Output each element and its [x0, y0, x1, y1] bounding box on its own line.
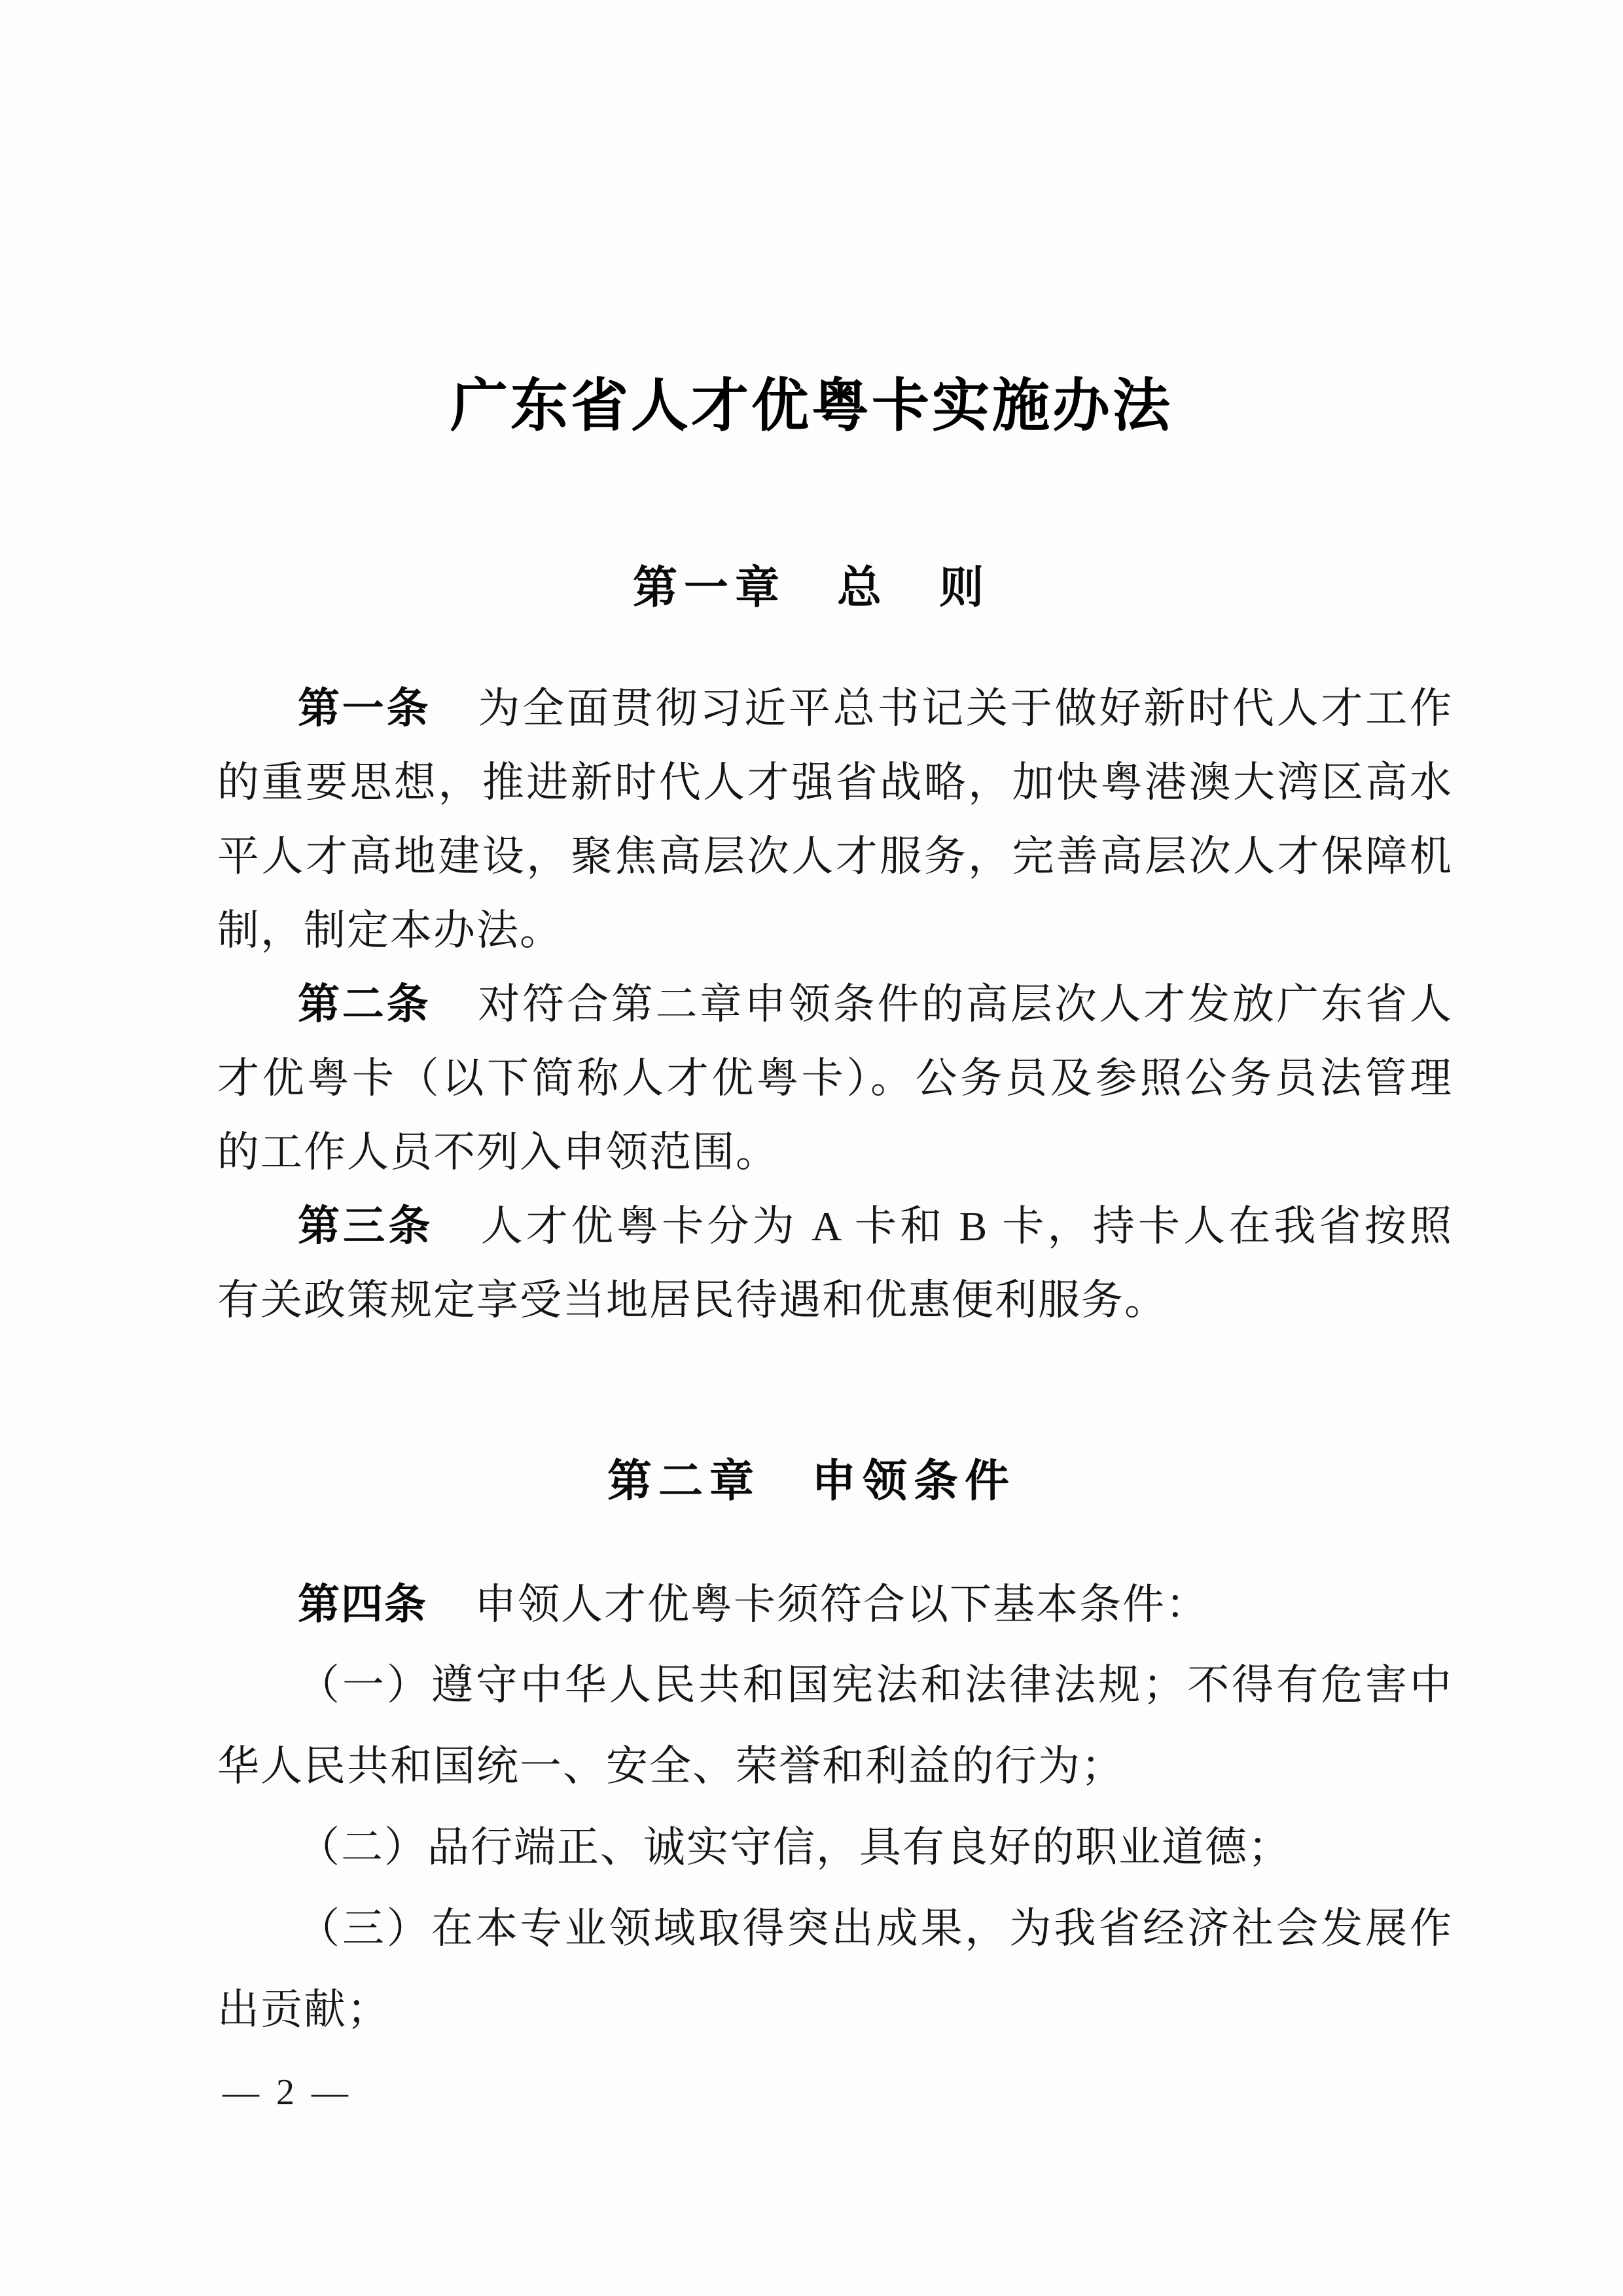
article-2-text-1: 对符合第二章申领条件的高层次人才发放广东省人: [478, 981, 1453, 1028]
condition-item-2-line-1: （二）品行端正、诚实守信，具有良好的职业道德；: [298, 1824, 1291, 1871]
article-1-line-2: 的重要思想，推进新时代人才强省战略，加快粤港澳大湾区高水: [217, 759, 1453, 806]
article-2-line-2: 才优粤卡（以下简称人才优粤卡）。公务员及参照公务员法管理: [217, 1055, 1453, 1102]
article-1-line-3: 平人才高地建设，聚焦高层次人才服务，完善高层次人才保障机: [217, 833, 1453, 880]
article-1-line-1: [217, 672, 1453, 745]
chapter-1-body: [217, 672, 1453, 1337]
article-3-label: 第三条: [298, 1202, 434, 1249]
article-4-line-1: [217, 1564, 1453, 1645]
article-3-line-2: 有关政策规定享受当地居民待遇和优惠便利服务。: [217, 1277, 1168, 1323]
page-number: — 2 —: [223, 2072, 352, 2113]
article-2-line-1: [217, 967, 1453, 1041]
document-title: 广东省人才优粤卡实施办法: [450, 375, 1173, 439]
article-4-label: 第四条: [298, 1581, 427, 1628]
article-3-text-1: 人才优粤卡分为 A 卡和 B 卡，持卡人在我省按照: [480, 1203, 1454, 1249]
condition-item-3-line-2: 出贡献；: [217, 1986, 390, 2033]
condition-item-1-line-1: （一）遵守中华人民共和国宪法和法律法规；不得有危害中: [298, 1662, 1453, 1708]
article-2-line-3: 的工作人员不列入申领范围。: [217, 1129, 779, 1175]
article-1-text-1: 为全面贯彻习近平总书记关于做好新时代人才工作: [478, 685, 1453, 732]
article-3-line-1: [217, 1189, 1453, 1263]
article-1-label: 第一条: [298, 685, 431, 732]
article-2-label: 第二条: [298, 980, 431, 1028]
chapter-2-body: [217, 1564, 1453, 2051]
article-4-text-1: 申领人才优粤卡须符合以下基本条件：: [474, 1581, 1209, 1628]
chapter-2-heading: 第二章 申领条件: [607, 1456, 1016, 1506]
article-1-line-4: 制，制定本办法。: [217, 907, 563, 954]
chapter-1-heading: 第一章 总 则: [632, 563, 990, 613]
condition-item-3-line-1: （三）在本专业领域取得突出成果，为我省经济社会发展作: [298, 1905, 1453, 1952]
condition-item-1-line-2: 华人民共和国统一、安全、荣誉和利益的行为；: [217, 1743, 1124, 1789]
